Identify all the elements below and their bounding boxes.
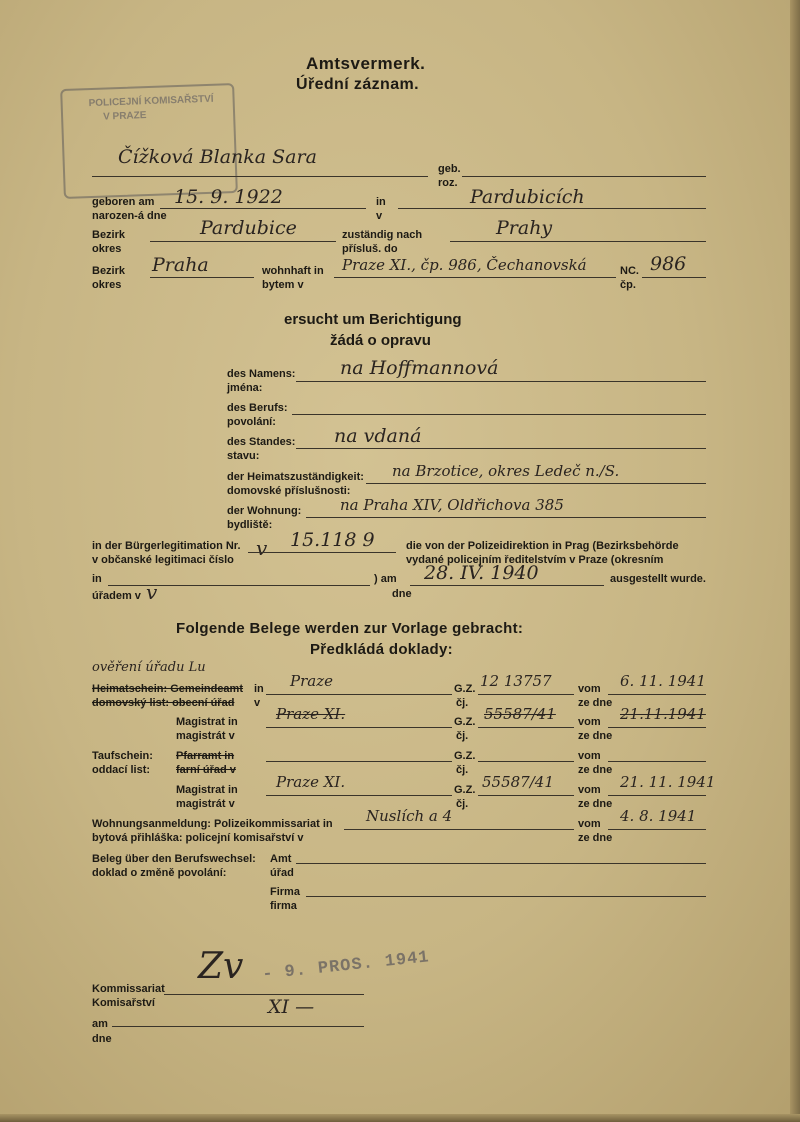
row1-gz-label: G.Z. bbox=[454, 683, 476, 695]
stamp-line-1: POLICEJNÍ KOMISAŘSTVÍ bbox=[88, 93, 214, 110]
magistrat-label-cz: magistrát v bbox=[176, 730, 235, 742]
taufschein-label-cz: oddací list: bbox=[92, 764, 151, 776]
row2-zedne-label: ze dne bbox=[578, 730, 613, 742]
row4-vom-label: vom bbox=[578, 784, 601, 796]
legit-uradem-label: úřadem v bbox=[92, 590, 141, 602]
magistrat2-label-de: Magistrat in bbox=[176, 784, 238, 796]
heimatschein-label-de: Heimatschein: Gemeindeamt bbox=[92, 683, 243, 695]
row3-gz-label: G.Z. bbox=[454, 750, 476, 762]
legit-in-label: in bbox=[92, 573, 102, 585]
row1-in-label: in bbox=[254, 683, 264, 695]
title-german: Amtsvermerk. bbox=[306, 54, 426, 73]
legitimation-label-cz: v občanské legitimaci číslo bbox=[92, 554, 234, 566]
standes-handwritten: na vdaná bbox=[334, 425, 422, 447]
bytem-label: bytem v bbox=[262, 279, 304, 291]
row5-date-handwritten: 4. 8. 1941 bbox=[620, 807, 697, 825]
footer-am-label: am bbox=[92, 1018, 108, 1030]
okres2-label: okres bbox=[92, 279, 122, 291]
wohnhaft-label: wohnhaft in bbox=[262, 265, 324, 277]
beruf-label-de: Beleg über den Berufswechsel: bbox=[92, 853, 256, 865]
district-handwritten: Pardubice bbox=[200, 217, 297, 239]
row1-zedne-label: ze dne bbox=[578, 697, 613, 709]
footer-dne-label: dne bbox=[92, 1033, 112, 1045]
row4-place-handwritten: Praze XI. bbox=[276, 773, 346, 791]
row4-gz-handwritten: 55587/41 bbox=[482, 773, 554, 791]
geb-label: geb. bbox=[438, 163, 461, 175]
legit-dne-label: dne bbox=[392, 588, 412, 600]
row1-cj-label: čj. bbox=[456, 697, 469, 709]
magistrat-label-de: Magistrat in bbox=[176, 716, 238, 728]
magistrat2-label-cz: magistrát v bbox=[176, 798, 235, 810]
signature-handwritten: Zv bbox=[198, 946, 244, 987]
firma2-label: firma bbox=[270, 900, 297, 912]
amt-label: Amt bbox=[270, 853, 292, 865]
berufs-label-cz: povolání: bbox=[227, 416, 276, 428]
name-handwritten: Čížková Blanka Sara bbox=[118, 146, 317, 168]
date-stamp: - 9. PROS. 1941 bbox=[261, 948, 431, 985]
in-label: in bbox=[376, 196, 386, 208]
row3-vom-label: vom bbox=[578, 750, 601, 762]
issued-label-cz: vydané policejním ředitelstvím v Praze (okresním bbox=[406, 554, 664, 566]
check-mark: v bbox=[256, 536, 268, 560]
legit-am-label: ) am bbox=[374, 573, 397, 585]
ausgestellt-label: ausgestellt wurde. bbox=[610, 573, 706, 585]
page-edge-bottom bbox=[0, 1114, 800, 1122]
row4-date-handwritten: 21. 11. 1941 bbox=[620, 773, 716, 791]
heimatschein-label-cz: domovský list: obecní úřad bbox=[92, 697, 235, 709]
documents-heading-de: Folgende Belege werden zur Vorlage gebracht: bbox=[176, 620, 524, 637]
row1-vom-label: vom bbox=[578, 683, 601, 695]
namens-handwritten: na Hoffmannová bbox=[340, 357, 499, 379]
birthplace-handwritten: Pardubicích bbox=[470, 186, 585, 208]
row2-vom-label: vom bbox=[578, 716, 601, 728]
row1-place-handwritten: Praze bbox=[290, 672, 333, 690]
urad-label: úřad bbox=[270, 867, 294, 879]
pfarramt-label-cz: farní úřad v bbox=[176, 764, 236, 776]
namens-label-de: des Namens: bbox=[227, 368, 296, 380]
check-mark-2: v bbox=[146, 580, 158, 604]
row3-cj-label: čj. bbox=[456, 764, 469, 776]
row1-date-handwritten: 6. 11. 1941 bbox=[620, 672, 706, 690]
pfarramt-label-de: Pfarramt in bbox=[176, 750, 235, 762]
wohnung-label-de: der Wohnung: bbox=[227, 505, 302, 517]
row5-zedne-label: ze dne bbox=[578, 832, 613, 844]
bezirk2-label: Bezirk bbox=[92, 265, 126, 277]
beruf-label-cz: doklad o změně povolání: bbox=[92, 867, 227, 879]
documents-prefix-handwritten: ověření úřadu Lu bbox=[92, 660, 206, 675]
row3-zedne-label: ze dne bbox=[578, 764, 613, 776]
cp-label: čp. bbox=[620, 279, 636, 291]
legitimation-number-handwritten: 15.118 9 bbox=[290, 529, 375, 551]
row1-gz-handwritten: 12 13757 bbox=[480, 672, 552, 690]
firma-label: Firma bbox=[270, 886, 300, 898]
legit-date-handwritten: 28. IV. 1940 bbox=[424, 562, 539, 584]
title-czech: Úřední záznam. bbox=[296, 76, 419, 93]
stamp-line-2: V PRAZE bbox=[102, 110, 147, 123]
page-edge-right bbox=[790, 0, 800, 1122]
documents-heading-cz: Předkládá doklady: bbox=[310, 641, 453, 658]
row2-date-handwritten: 21.11.1941 bbox=[620, 705, 706, 723]
issued-label-de: die von der Polizeidirektion in Prag (Bezirksbehörde bbox=[406, 540, 679, 552]
nc-label: NC. bbox=[620, 265, 639, 277]
row2-cj-label: čj. bbox=[456, 730, 469, 742]
zustandig-handwritten: Prahy bbox=[496, 217, 553, 239]
row2-gz-handwritten: 55587/41 bbox=[484, 705, 556, 723]
wohnung-label-cz: bydliště: bbox=[227, 519, 273, 531]
v-label: v bbox=[376, 210, 383, 222]
district2-handwritten: Praha bbox=[152, 254, 209, 276]
bezirk-label: Bezirk bbox=[92, 229, 126, 241]
request-heading-cz: žádá o opravu bbox=[330, 332, 431, 349]
born-label-de: geboren am bbox=[92, 196, 155, 208]
kommissariat-label-cz: Komisařství bbox=[92, 997, 155, 1009]
request-heading-de: ersucht um Berichtigung bbox=[284, 311, 462, 328]
heimat-label-de: der Heimatszuständigkeit: bbox=[227, 471, 364, 483]
row2-gz-label: G.Z. bbox=[454, 716, 476, 728]
roz-label: roz. bbox=[438, 177, 458, 189]
namens-label-cz: jména: bbox=[227, 382, 263, 394]
wohnung-anmeldung-label-cz: bytová přihláška: policejní komisařství v bbox=[92, 832, 304, 844]
born-label-cz: narozen-á dne bbox=[92, 210, 167, 222]
wohnung-anmeldung-label-de: Wohnungsanmeldung: Polizeikommissariat in bbox=[92, 818, 333, 830]
wohnung-handwritten: na Praha XIV, Oldřichova 385 bbox=[340, 496, 564, 514]
row4-cj-label: čj. bbox=[456, 798, 469, 810]
zustandig-label: zuständig nach bbox=[342, 229, 423, 241]
legitimation-label-de: in der Bürgerlegitimation Nr. bbox=[92, 540, 241, 552]
row5-vom-label: vom bbox=[578, 818, 601, 830]
birth-date-handwritten: 15. 9. 1922 bbox=[174, 186, 283, 208]
taufschein-label-de: Taufschein: bbox=[92, 750, 153, 762]
row4-zedne-label: ze dne bbox=[578, 798, 613, 810]
police-stamp bbox=[60, 83, 238, 199]
heimat-handwritten: na Brzotice, okres Ledeč n./S. bbox=[392, 462, 620, 480]
standes-label-cz: stavu: bbox=[227, 450, 260, 462]
row1-v-label: v bbox=[254, 697, 261, 709]
nc-handwritten: 986 bbox=[650, 253, 687, 275]
okres-label: okres bbox=[92, 243, 122, 255]
row4-gz-label: G.Z. bbox=[454, 784, 476, 796]
kommissariat-label-de: Kommissariat bbox=[92, 983, 165, 995]
district-handwritten-footer: XI — bbox=[268, 996, 315, 1018]
row5-place-handwritten: Nuslích a 4 bbox=[366, 807, 453, 825]
prislus-label: přísluš. do bbox=[342, 243, 398, 255]
row2-place-handwritten: Praze XI. bbox=[276, 705, 346, 723]
standes-label-de: des Standes: bbox=[227, 436, 296, 448]
heimat-label-cz: domovské příslušnosti: bbox=[227, 485, 351, 497]
residence-handwritten: Praze XI., čp. 986, Čechanovská bbox=[342, 256, 587, 274]
berufs-label-de: des Berufs: bbox=[227, 402, 288, 414]
